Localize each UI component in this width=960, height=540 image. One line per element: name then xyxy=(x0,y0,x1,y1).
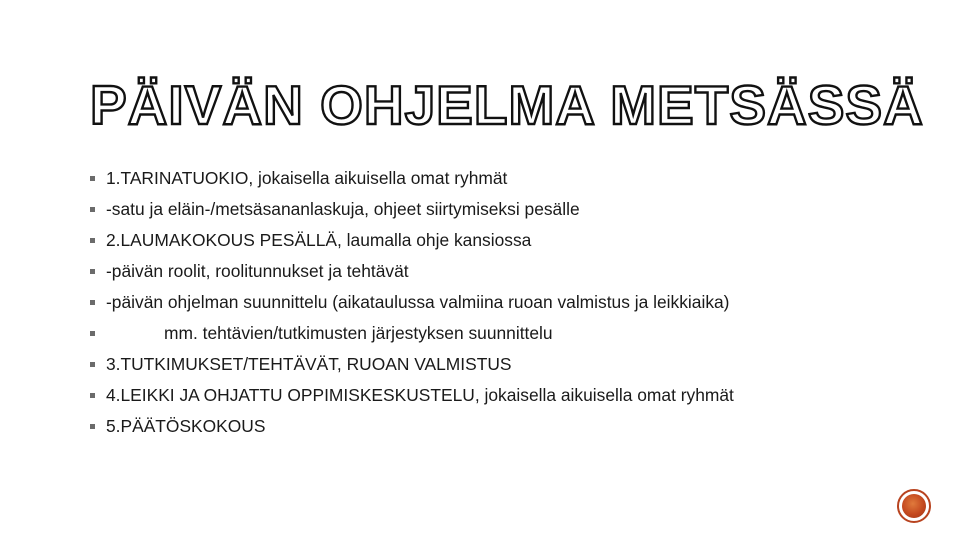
list-item xyxy=(88,225,734,256)
bullet-list xyxy=(88,163,734,442)
bullet-text: 5.PÄÄTÖSKOKOUS xyxy=(106,416,266,436)
bullet-text: 1.TARINATUOKIO, jokaisella aikuisella omat ryhmät xyxy=(106,168,508,188)
bullet-text: -satu ja eläin-/metsäsananlaskuja, ohjeet siirtymiseksi pesälle xyxy=(106,199,580,219)
bullet-text: -päivän roolit, roolitunnukset ja tehtävät xyxy=(106,261,409,281)
bullet-text: 3.TUTKIMUKSET/TEHTÄVÄT, RUOAN VALMISTUS xyxy=(106,354,512,374)
list-item xyxy=(88,380,734,411)
list-item xyxy=(88,318,734,349)
list-item xyxy=(88,194,734,225)
badge-inner xyxy=(902,494,926,518)
list-item xyxy=(88,256,734,287)
list-item xyxy=(88,163,734,194)
bullet-text: -päivän ohjelman suunnittelu (aikataulussa valmiina ruoan valmistus ja leikkiaika) xyxy=(106,292,730,312)
bullet-text: mm. tehtävien/tutkimusten järjestyksen suunnittelu xyxy=(164,323,553,343)
list-item xyxy=(88,411,734,442)
bullet-text: 2.LAUMAKOKOUS PESÄLLÄ, laumalla ohje kansiossa xyxy=(106,230,532,250)
bullet-text: 4.LEIKKI JA OHJATTU OPPIMISKESKUSTELU, jokaisella aikuisella omat ryhmät xyxy=(106,385,734,405)
orange-circle-logo-icon xyxy=(897,489,931,523)
slide-title: PÄIVÄN OHJELMA METSÄSSÄ xyxy=(90,74,924,136)
list-item xyxy=(88,287,734,318)
list-item xyxy=(88,349,734,380)
